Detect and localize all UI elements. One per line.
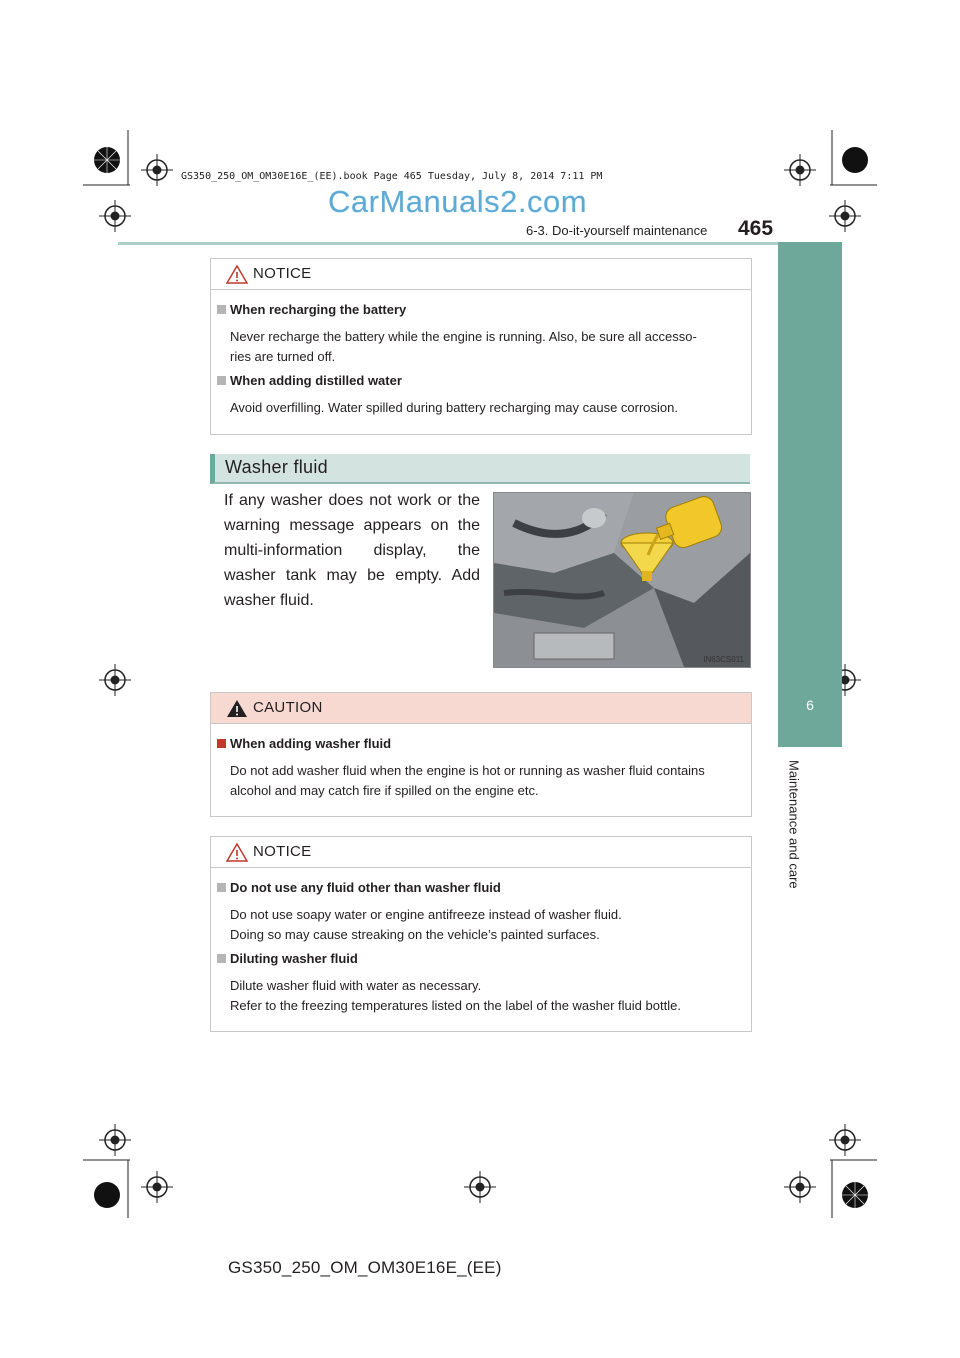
notice-item-body: Never recharge the battery while the engine is running. Also, be sure all accesso- ries are turned off. (230, 329, 697, 364)
bullet-square-icon (217, 305, 226, 314)
notice-box-battery (210, 258, 752, 435)
notice-item-body: Dilute washer fluid with water as necessary. Refer to the freezing temperatures listed on the label of the washer fluid bottle. (230, 978, 681, 1013)
notice-title: NOTICE (253, 265, 312, 282)
caution-item-body: Do not add washer fluid when the engine is hot or running as washer fluid contains alcohol and may catch fire if spilled on the engine etc. (230, 763, 705, 798)
notice-item-heading: Do not use any fluid other than washer fluid (217, 880, 501, 895)
washer-fluid-paragraph: If any washer does not work or the warning message appears on the multi-information display, the washer tank may be empty. Add washer fluid. (224, 492, 480, 609)
caution-header (211, 693, 751, 724)
footer-document-code: GS350_250_OM_OM30E16E_(EE) (228, 1258, 502, 1277)
section-heading: 6-3. Do-it-yourself maintenance (526, 223, 708, 238)
notice-header (211, 259, 751, 290)
bullet-square-icon (217, 883, 226, 892)
notice-item-heading: When adding distilled water (217, 373, 402, 388)
caution-triangle-icon (226, 698, 248, 718)
bullet-square-icon (217, 739, 226, 748)
washer-fluid-heading: Washer fluid (225, 457, 328, 477)
chapter-tab (778, 242, 842, 747)
header-rule (118, 242, 778, 245)
notice-item-heading: Diluting washer fluid (217, 951, 358, 966)
print-book-line: GS350_250_OM_OM30E16E_(EE).book Page 465 Tuesday, July 8, 2014 7:11 PM (181, 171, 603, 182)
notice-box-washer-fluid (210, 836, 752, 1032)
caution-box (210, 692, 752, 817)
bullet-square-icon (217, 954, 226, 963)
warning-triangle-icon (226, 264, 248, 284)
notice-item-heading: When recharging the battery (217, 302, 406, 317)
notice-item-body: Do not use soapy water or engine antifreeze instead of washer fluid. Doing so may cause streaking on the vehicle’s painted surfaces. (230, 907, 622, 942)
watermark: CarManuals2.com (328, 184, 588, 219)
bullet-square-icon (217, 376, 226, 385)
engine-bay-image (494, 493, 750, 667)
notice-title: NOTICE (253, 843, 312, 860)
warning-triangle-icon (226, 842, 248, 862)
washer-fluid-heading-bar (210, 454, 750, 484)
chapter-label-container (776, 760, 812, 920)
caution-item-heading: When adding washer fluid (217, 736, 391, 751)
chapter-label: Maintenance and care (786, 760, 802, 889)
notice-item-body: Avoid overfilling. Water spilled during battery recharging may cause corrosion. (230, 400, 678, 415)
image-code: IN63CS011 (703, 655, 744, 664)
notice-header (211, 837, 751, 868)
page-number: 465 (738, 217, 774, 240)
washer-fluid-illustration (493, 492, 751, 668)
chapter-number: 6 (806, 697, 814, 713)
caution-title: CAUTION (253, 699, 323, 716)
